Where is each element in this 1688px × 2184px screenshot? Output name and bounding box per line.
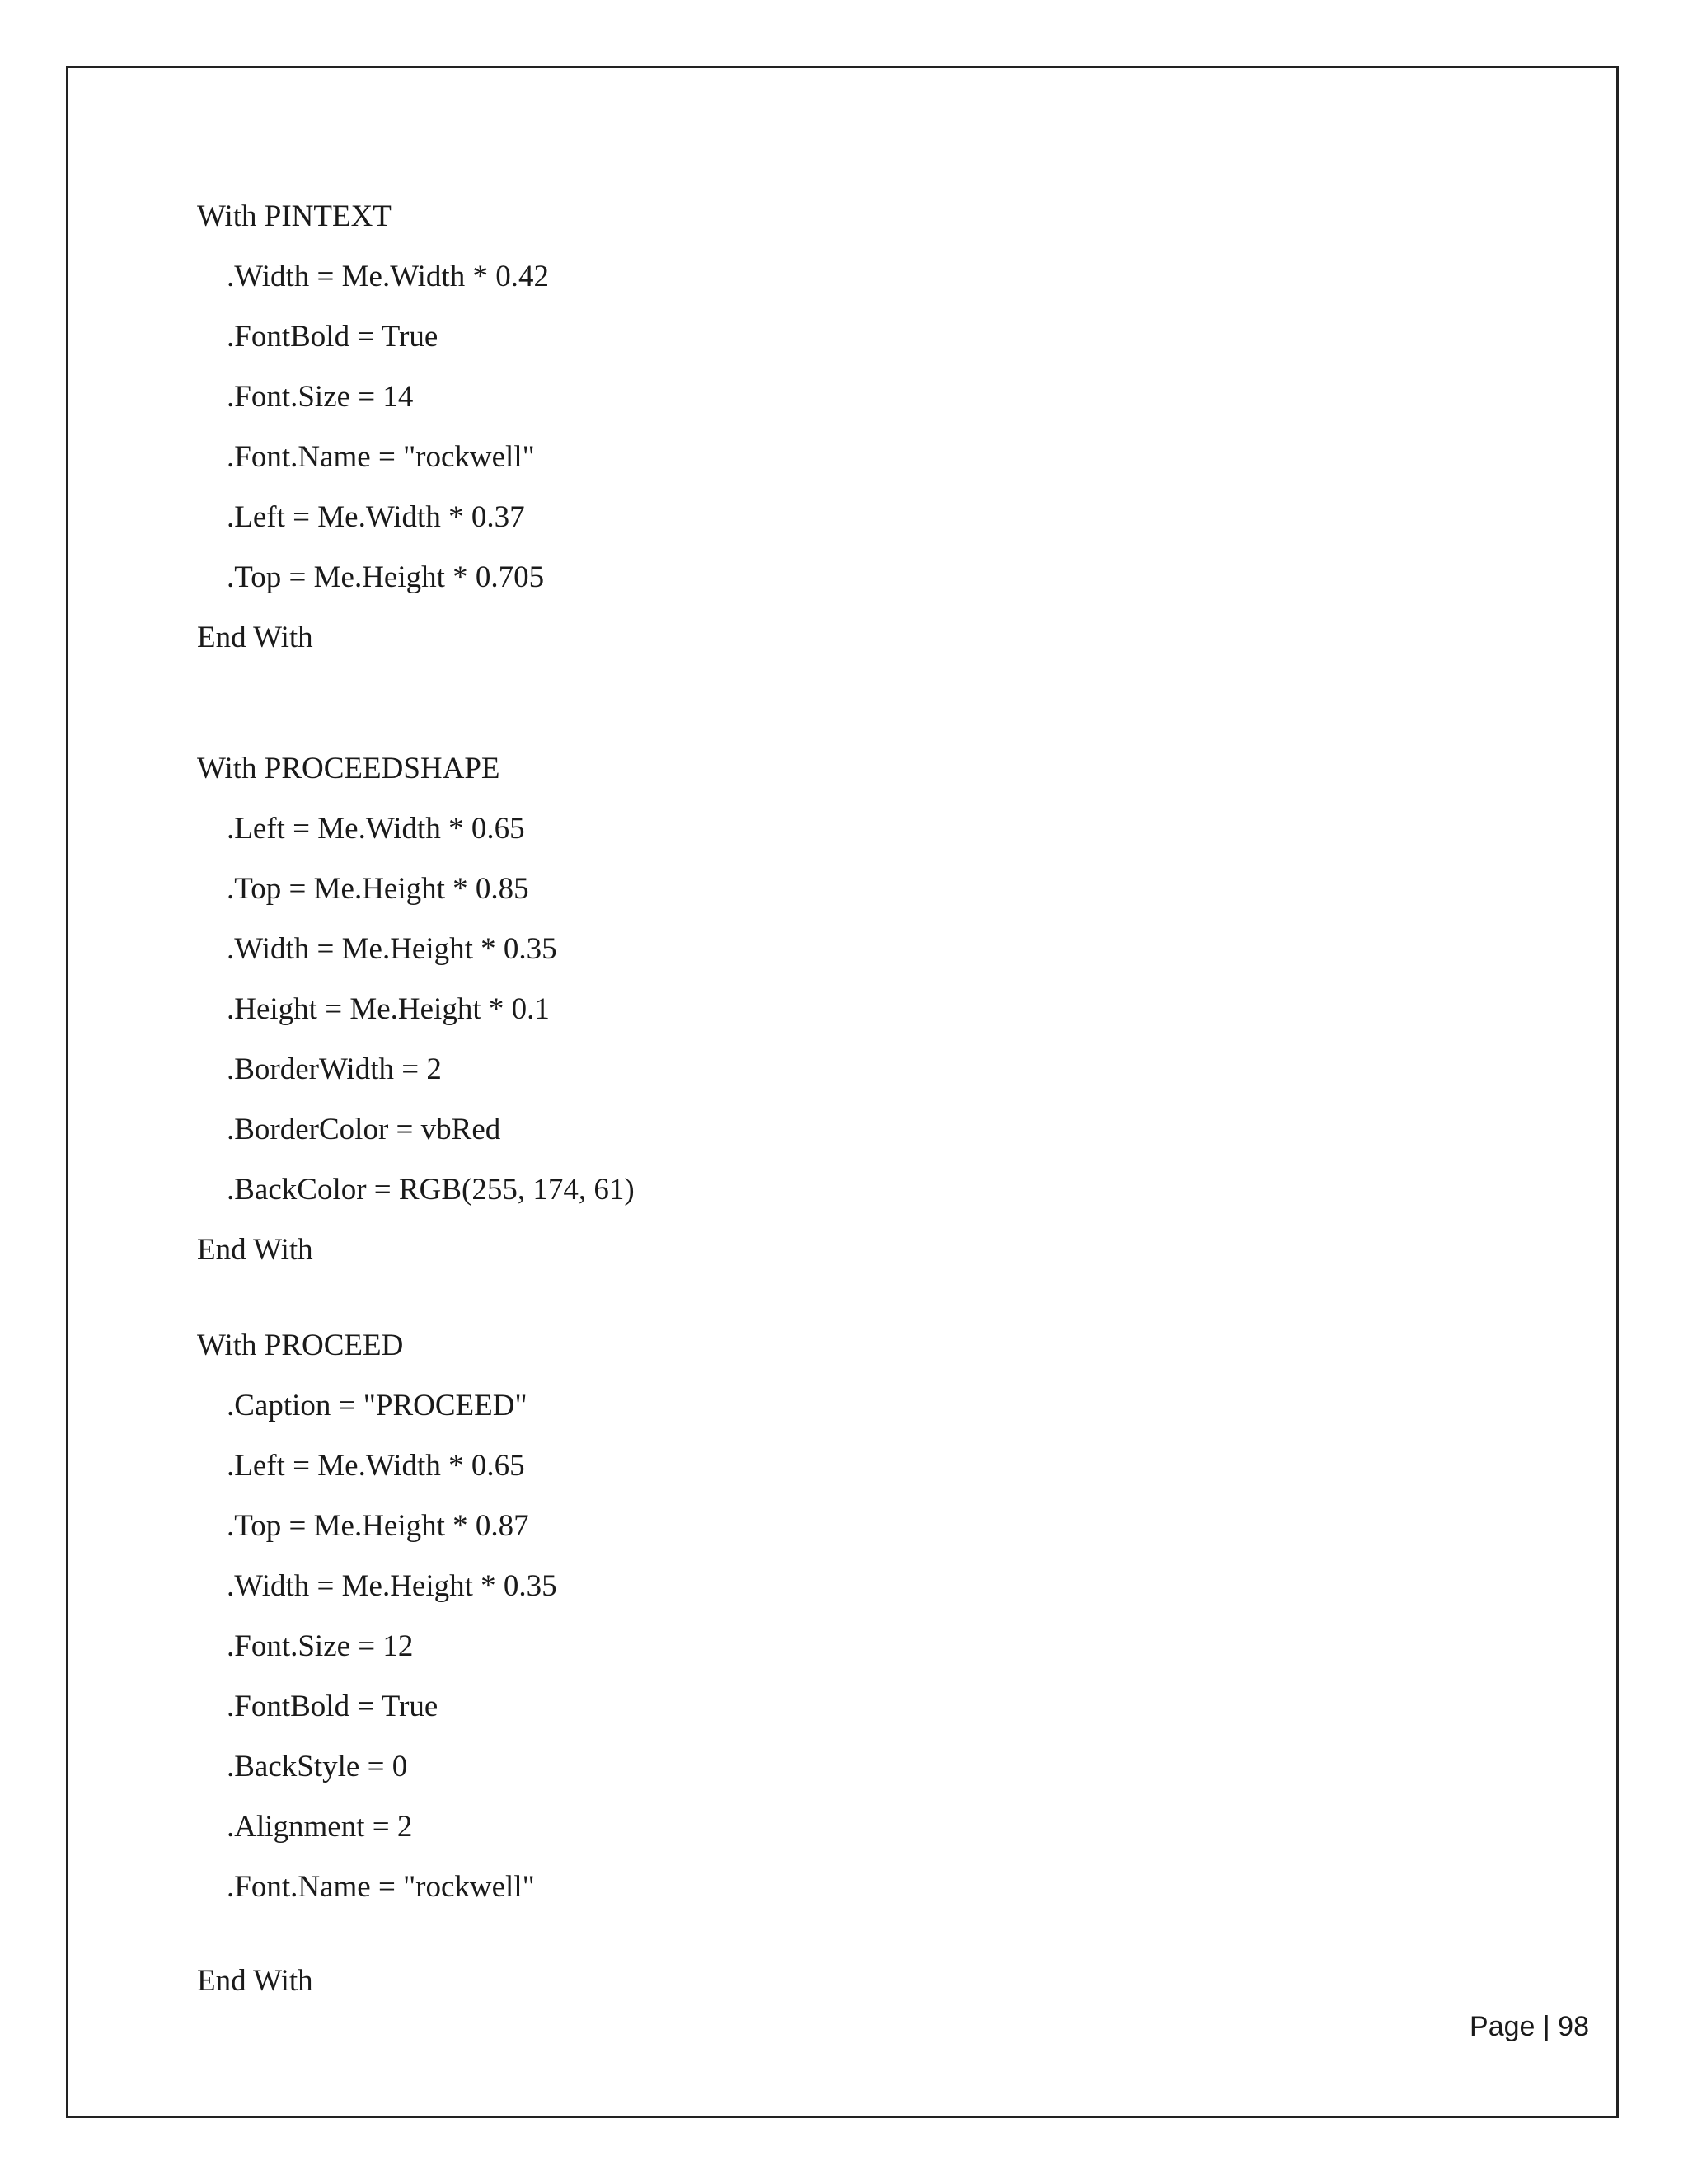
code-line: With PROCEEDSHAPE bbox=[197, 752, 500, 785]
code-line: .Font.Size = 12 bbox=[227, 1629, 414, 1663]
code-line: .Top = Me.Height * 0.85 bbox=[227, 872, 529, 906]
code-line: .Font.Name = "rockwell" bbox=[227, 1870, 535, 1904]
code-line: .Top = Me.Height * 0.705 bbox=[227, 560, 545, 594]
code-line: .Alignment = 2 bbox=[227, 1810, 413, 1844]
code-line: .Top = Me.Height * 0.87 bbox=[227, 1509, 529, 1543]
code-line: .Left = Me.Width * 0.65 bbox=[227, 812, 525, 846]
page-number: Page | 98 bbox=[1470, 2011, 1589, 2042]
code-line: With PROCEED bbox=[197, 1329, 404, 1362]
code-line: .Left = Me.Width * 0.65 bbox=[227, 1449, 525, 1483]
code-line: .BackColor = RGB(255, 174, 61) bbox=[227, 1173, 635, 1207]
code-line: .Font.Size = 14 bbox=[227, 380, 414, 414]
code-line: With PINTEXT bbox=[197, 199, 392, 233]
code-line: End With bbox=[197, 1964, 313, 1998]
code-line: .BorderWidth = 2 bbox=[227, 1052, 442, 1086]
code-line: .BackStyle = 0 bbox=[227, 1750, 408, 1783]
code-line: .Font.Name = "rockwell" bbox=[227, 440, 535, 474]
code-line: End With bbox=[197, 621, 313, 654]
code-line: .Left = Me.Width * 0.37 bbox=[227, 500, 525, 534]
code-line: .BorderColor = vbRed bbox=[227, 1113, 501, 1146]
code-line: .FontBold = True bbox=[227, 1690, 438, 1723]
code-line: .Caption = "PROCEED" bbox=[227, 1389, 528, 1422]
code-line: .Height = Me.Height * 0.1 bbox=[227, 992, 550, 1026]
code-line: .Width = Me.Width * 0.42 bbox=[227, 260, 549, 293]
code-line: .Width = Me.Height * 0.35 bbox=[227, 1569, 557, 1603]
code-line: .Width = Me.Height * 0.35 bbox=[227, 932, 557, 966]
code-line: End With bbox=[197, 1233, 313, 1267]
code-line: .FontBold = True bbox=[227, 320, 438, 354]
